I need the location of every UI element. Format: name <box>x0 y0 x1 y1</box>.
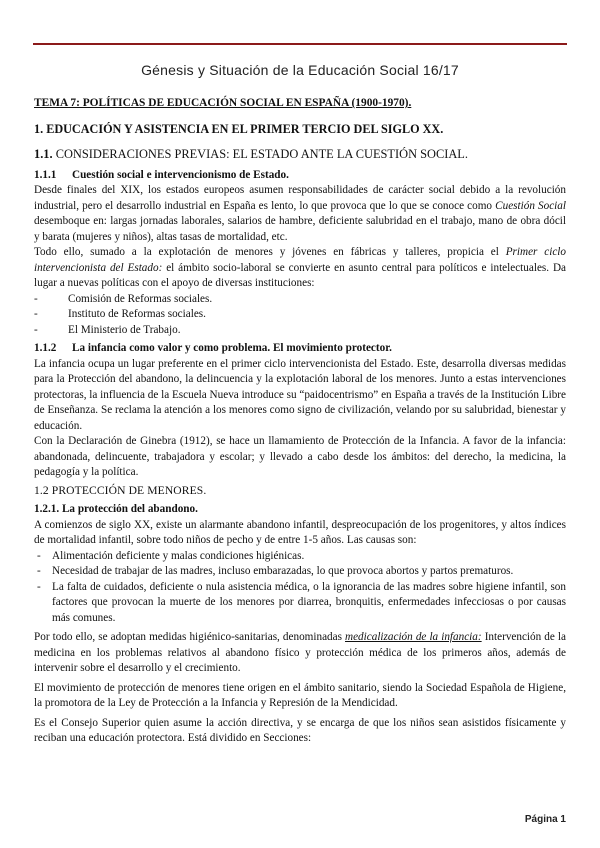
list-item: - Necesidad de trabajar de las madres, incluso embarazadas, lo que provoca abortos y partos prematuros. <box>34 564 566 580</box>
section-1-1-2-heading <box>34 341 566 357</box>
causes-list <box>34 549 566 627</box>
section-1-1-1-number: 1.1.1 <box>34 168 57 181</box>
section-1-heading: 1. EDUCACIÓN Y ASISTENCIA EN EL PRIMER TERCIO DEL SIGLO XX. <box>34 121 444 136</box>
paragraph <box>34 245 566 292</box>
paragraph: Con la Declaración de Ginebra (1912), se hace un llamamiento de Protección de la Infancia. A favor de la infancia: abandonada, delincuente, trabajadora y escolar; y llevado a cabo desde los ámbitos: del derecho, la medicina, la pedagogía y la política. <box>34 435 566 478</box>
header-rule <box>33 43 567 45</box>
page-content <box>34 96 566 747</box>
paragraph: A comienzos de siglo XX, existe un alarmante abandono infantil, despreocupación de los progenitores, y altos índices de mortalidad infantil, sobre todo niños de pecho y de entre 1-5 años. Las causas son: <box>34 518 566 546</box>
section-1-1-2-number: 1.1.2 <box>34 342 57 354</box>
paragraph: La infancia ocupa un lugar preferente en el primer ciclo intervencionista del Estado. Este, desarrolla diversas medidas para la Protección del abandono, la delincuencia y la explotación laboral de los menores. Junto a estas intervenciones protectoras, la influencia de la Escuela Nueva introduce su “paidocentrismo” en España a través de la Institución Libre de Enseñanza. Se reclama la atención a los menores como signo de civilización, velando por su salubridad, bienestar y educación. <box>34 357 566 432</box>
paragraph <box>34 183 566 245</box>
list-item: - La falta de cuidados, deficiente o nula asistencia médica, o la ignorancia de las madres sobre higiene infantil, son factores que provocan la muerte de los menores por diarrea, bronquitis, enfermedades infecciosas o por causas más comunes. <box>34 580 566 627</box>
list-item: - Comisión de Reformas sociales. <box>34 292 566 308</box>
text-run: Todo ello, sumado a la explotación de menores y jóvenes en fábricas y talleres, propicia el <box>34 246 506 258</box>
emphasis: Primer ciclo intervencionista del Estado: <box>34 246 566 274</box>
section-1-1-2-title: La infancia como valor y como problema. El movimiento protector. <box>72 342 392 354</box>
emphasis: Cuestión Social <box>495 199 566 212</box>
section-1-1-1-heading <box>34 168 566 184</box>
page-number: Página 1 <box>524 814 566 825</box>
text-run: Intervención de la medicina en los problemas relativos al abandono físico y protección médica de los primeros años, además de intervenir sobre el desarrollo y el crecimiento. <box>34 631 567 674</box>
section-1-1-title: CONSIDERACIONES PREVIAS: EL ESTADO ANTE LA CUESTIÓN SOCIAL. <box>52 147 468 161</box>
paragraph: Es el Consejo Superior quien asume la acción directiva, y se encarga de que los niños sean asistidos físicamente y reciban una educación protectora. Está dividido en Secciones: <box>34 716 566 744</box>
paragraph <box>34 630 566 677</box>
section-1-1-number: 1.1. <box>34 147 53 161</box>
tema-title: TEMA 7: POLÍTICAS DE EDUCACIÓN SOCIAL EN ESPAÑA (1900-1970). <box>34 97 412 109</box>
text-run: Por todo ello, se adoptan medidas higiénico-sanitarias, denominadas <box>34 631 346 643</box>
list-item: - Alimentación deficiente y malas condiciones higiénicas. <box>34 549 566 565</box>
institutions-list <box>34 292 566 339</box>
text-run: Desde finales del XIX, los estados europeos asumen responsabilidades de carácter social debido a la revolución industrial, pero el desarrollo industrial en España es lento, lo que provoca que lo que se conoce como <box>34 184 566 212</box>
text-run: el ámbito socio-laboral se convierte en asunto central para políticos e intelectuales. Da lugar a nuevas políticas con el apoyo de diversas instituciones: <box>34 261 566 289</box>
section-1-1-1-title: Cuestión social e intervencionismo de Estado. <box>72 168 289 181</box>
section-1-1-heading <box>34 147 566 163</box>
page-header: Génesis y Situación de la Educación Social 16/17 <box>141 62 459 78</box>
section-1-2-heading: 1.2 PROTECCIÓN DE MENORES. <box>34 483 207 497</box>
text-run: desemboque en: largas jornadas laborales, salarios de hambre, deficiente salubridad en el trabajo, mano de obra dócil y barata (mujeres y niños), altas tasas de mortalidad, etc. <box>34 215 566 243</box>
list-item: - El Ministerio de Trabajo. <box>34 323 566 339</box>
list-item: - Instituto de Reformas sociales. <box>34 307 566 323</box>
emphasis: medicalización de la infancia: <box>345 631 482 643</box>
section-1-2-1-heading: 1.2.1. La protección del abandono. <box>34 503 198 515</box>
paragraph: El movimiento de protección de menores tiene origen en el ámbito sanitario, siendo la Sociedad Española de Higiene, la promotora de la Ley de Protección a la Infancia y Represión de la Mendicidad. <box>34 681 566 709</box>
